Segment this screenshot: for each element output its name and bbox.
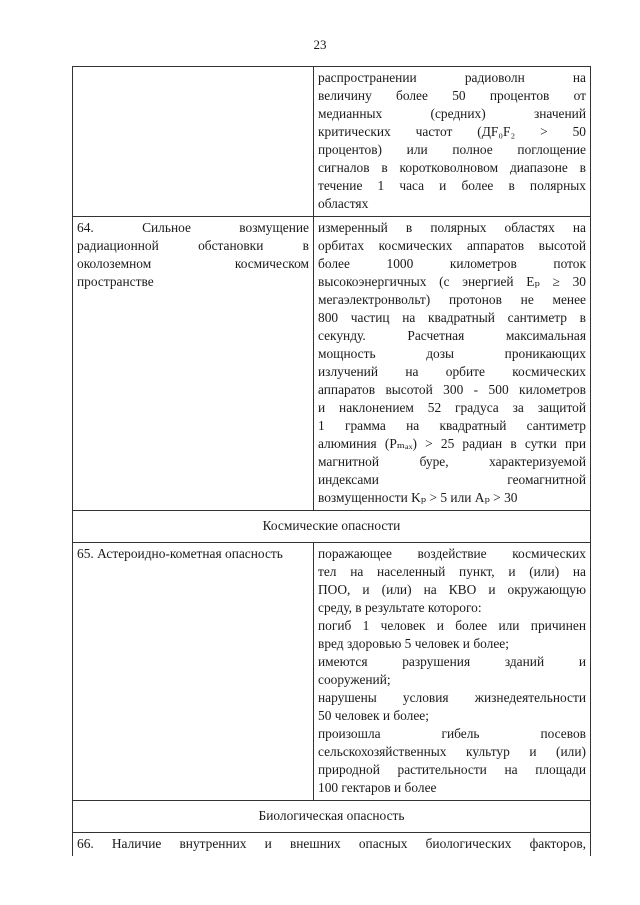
text-line: природной растительности на площади xyxy=(318,762,586,777)
text-line: произошла гибель посевов xyxy=(318,726,586,741)
text-line: измеренный в полярных областях на xyxy=(318,220,586,235)
hazard-criteria-table xyxy=(72,66,591,856)
text-line: критических частот (ДF₀F₂ > 50 xyxy=(318,124,586,139)
text-line: сигналов в коротковолновом диапазоне в xyxy=(318,160,586,175)
text-line: 800 частиц на квадратный сантиметр в xyxy=(318,310,586,325)
text-line: 65. Астероидно-кометная опасность xyxy=(77,546,283,561)
text-line: нарушены условия жизнедеятельности xyxy=(318,690,586,705)
text-line: процентов) или полное поглощение xyxy=(318,142,586,157)
text-line: секунду. Расчетная максимальная xyxy=(318,328,586,343)
text-line: орбитах космических аппаратов высотой xyxy=(318,238,586,253)
item-65-title xyxy=(73,543,314,801)
section-row-bio xyxy=(73,801,591,833)
text-line: и наклонением 52 градуса за защитой xyxy=(318,400,586,415)
table-row-item-66 xyxy=(73,833,591,857)
text-line: магнитной буре, характеризуемой xyxy=(318,454,586,469)
text-line: возмущенности Kₚ > 5 или Aₚ > 30 xyxy=(318,490,518,505)
text-line: излучений на орбите космических xyxy=(318,364,586,379)
text-line: более 1000 километров поток xyxy=(318,256,586,271)
text-line: мощность дозы проникающих xyxy=(318,346,586,361)
continuation-description xyxy=(314,67,591,217)
text-line: областях xyxy=(318,196,369,211)
item-64-description xyxy=(314,217,591,511)
text-line: величину более 50 процентов от xyxy=(318,88,586,103)
text-line: радиационной обстановки в xyxy=(77,238,309,253)
text-line: имеются разрушения зданий и xyxy=(318,654,586,669)
item-66-text xyxy=(73,833,591,857)
table-row-item-65 xyxy=(73,543,591,801)
section-title: Биологическая опасность xyxy=(73,801,591,833)
section-row-space xyxy=(73,511,591,543)
item-65-description xyxy=(314,543,591,801)
text-line: ПОО, и (или) на КВО и окружающую xyxy=(318,582,586,597)
text-line: вред здоровью 5 человек и более; xyxy=(318,636,509,651)
text-line: 66. Наличие внутренних и внешних опасных биологических факторов, xyxy=(77,836,586,851)
text-line: сооружений; xyxy=(318,672,391,687)
text-line: пространстве xyxy=(77,274,154,289)
page-number: 23 xyxy=(313,37,327,52)
text-line: 1 грамма на квадратный сантиметр xyxy=(318,418,586,433)
text-line: мегаэлектронвольт) протонов не менее xyxy=(318,292,586,307)
text-line: поражающее воздействие космических xyxy=(318,546,586,561)
table-row-continuation xyxy=(73,67,591,217)
text-line: высокоэнергичных (с энергией Еₚ ≥ 30 xyxy=(318,274,586,289)
text-line: индексами геомагнитной xyxy=(318,472,586,487)
text-line: течение 1 часа и более в полярных xyxy=(318,178,586,193)
text-line: 50 человек и более; xyxy=(318,708,429,723)
text-line: тел на населенный пункт, и (или) на xyxy=(318,564,586,579)
text-line: околоземном космическом xyxy=(77,256,309,271)
table-row-item-64 xyxy=(73,217,591,511)
text-line: среду, в результате которого: xyxy=(318,600,482,615)
item-64-title xyxy=(73,217,314,511)
text-line: 64. Сильное возмущение xyxy=(77,220,309,235)
text-line: аппаратов высотой 300 - 500 километров xyxy=(318,382,586,397)
text-line: алюминия (Pₘₐₓ) > 25 радиан в сутки при xyxy=(318,436,586,451)
section-title: Космические опасности xyxy=(73,511,591,543)
text-line: 100 гектаров и более xyxy=(318,780,437,795)
text-line: погиб 1 человек и более или причинен xyxy=(318,618,586,633)
text-line: медианных (средних) значений xyxy=(318,106,586,121)
text-line: сельскохозяйственных культур и (или) xyxy=(318,744,586,759)
text-line: распространении радиоволн на xyxy=(318,70,586,85)
empty-cell xyxy=(73,67,314,217)
